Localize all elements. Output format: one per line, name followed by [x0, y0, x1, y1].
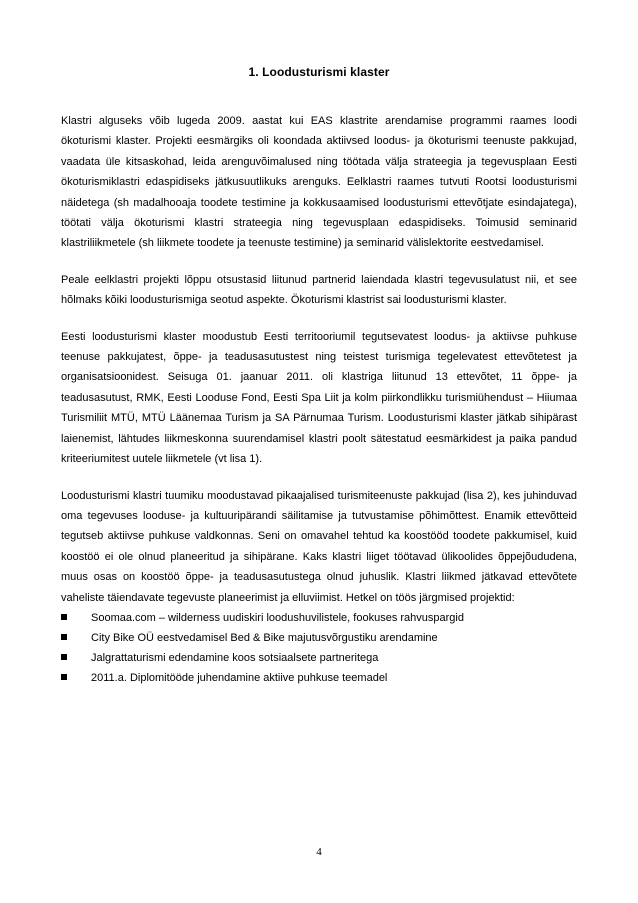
- square-bullet-icon: [61, 614, 67, 620]
- paragraph-3: Eesti loodusturismi klaster moodustub Eesti territooriumil tegutsevatest loodus- ja aktiivse puhkuse teenuse pakkujatest, õppe- ja teadusasutustest ning teistest turismiga tegelevatest ettevõtetest ja organisatsioonidest. Seisuga 01. jaanuar 2011. oli klastriga liitunud 13 ettevõtet, 11 õppe- ja teadusasutust, RMK, Eesti Looduse Fond, Eesti Spa Liit ja kolm piirkondlikku turismiühendust – Hiiumaa Turismiliit MTÜ, MTÜ Läänemaa Turism ja SA Pärnumaa Turism. Loodusturismi klaster jätkab sihipärast laienemist, lähtudes liikmeskonna suurendamisel klastri poolt sätestatud eesmärkidest ja paika pandud kriteeriumitest uutele liikmetele (vt lisa 1).: [61, 330, 577, 466]
- page-content: [61, 65, 577, 688]
- list-item: [61, 668, 577, 688]
- list-item-text: Jalgrattaturismi edendamine koos sotsiaalsete partneritega: [91, 651, 379, 664]
- square-bullet-icon: [61, 634, 67, 640]
- square-bullet-icon: [61, 674, 67, 680]
- list-item-text: Soomaa.com – wilderness uudiskiri loodushuvilistele, fookuses rahvuspargid: [91, 611, 464, 624]
- list-item-text: City Bike OÜ eestvedamisel Bed & Bike majutusvõrgustiku arendamine: [91, 631, 438, 644]
- list-item: [61, 608, 577, 628]
- page-title: 1. Loodusturismi klaster: [248, 65, 390, 79]
- square-bullet-icon: [61, 654, 67, 660]
- list-item: [61, 648, 577, 668]
- list-item-text: 2011.a. Diplomitööde juhendamine aktiive puhkuse teemadel: [91, 671, 388, 684]
- paragraph-1: Klastri alguseks võib lugeda 2009. aastat kui EAS klastrite arendamise programmi raames loodi ökoturismi klaster. Projekti eesmärgiks oli koondada aktiivsed loodus- ja ökoturismi teenuste pakkujad, vaadata üle kitsaskohad, leida arenguvõimalused ning töötada välja strateegia ja tegevusplaan Eesti ökoturismiklastri edaspidiseks jätkusuutlikuks arenguks. Eelklastri raames tutvuti Rootsi loodusturismi näidetega (sh madalhooaja toodete testimine ja kokkusaamised loodusturismi ettevõtjate esindajatega), töötati välja ökoturismi klastri strateegia ning tegevusplaan edaspidiseks. Toimusid seminarid klastriliikmetele (sh liikmete toodete ja teenuste testimine) ja seminarid välislektorite eestvedamisel.: [61, 115, 577, 250]
- paragraph-2: Peale eelklastri projekti lõppu otsustasid liitunud partnerid laiendada klastri tegevusulatust nii, et see hõlmaks kõiki loodusturismiga seotud aspekte. Ökoturismi klastrist sai loodusturismi klaster.: [61, 273, 577, 307]
- project-list: [61, 608, 577, 688]
- page-number: 4: [316, 846, 322, 858]
- list-item: [61, 628, 577, 648]
- paragraph-4: Loodusturismi klastri tuumiku moodustavad pikaajalised turismiteenuste pakkujad (lisa 2), kes juhinduvad oma tegevuses looduse- ja kultuuripärandi säilitamise ja tutvustamise põhimõttest. Enamik ettevõtteid tegutseb aktiivse puhkuse valdkonnas. Seni on omavahel tehtud ka koostööd toodete pakkumisel, kuid koostöö ei ole olnud planeeritud ja sihipärane. Kaks klastri liiget töötavad ülikoolides õppejõududena, muus osas on koostöö õppe- ja teadusasutustega olnud juhuslik. Klastri liikmed jätkavad ettevõtete vaheliste täiendavate tegevuste planeerimist ja elluviimist. Hetkel on töös järgmised projektid:: [61, 489, 577, 604]
